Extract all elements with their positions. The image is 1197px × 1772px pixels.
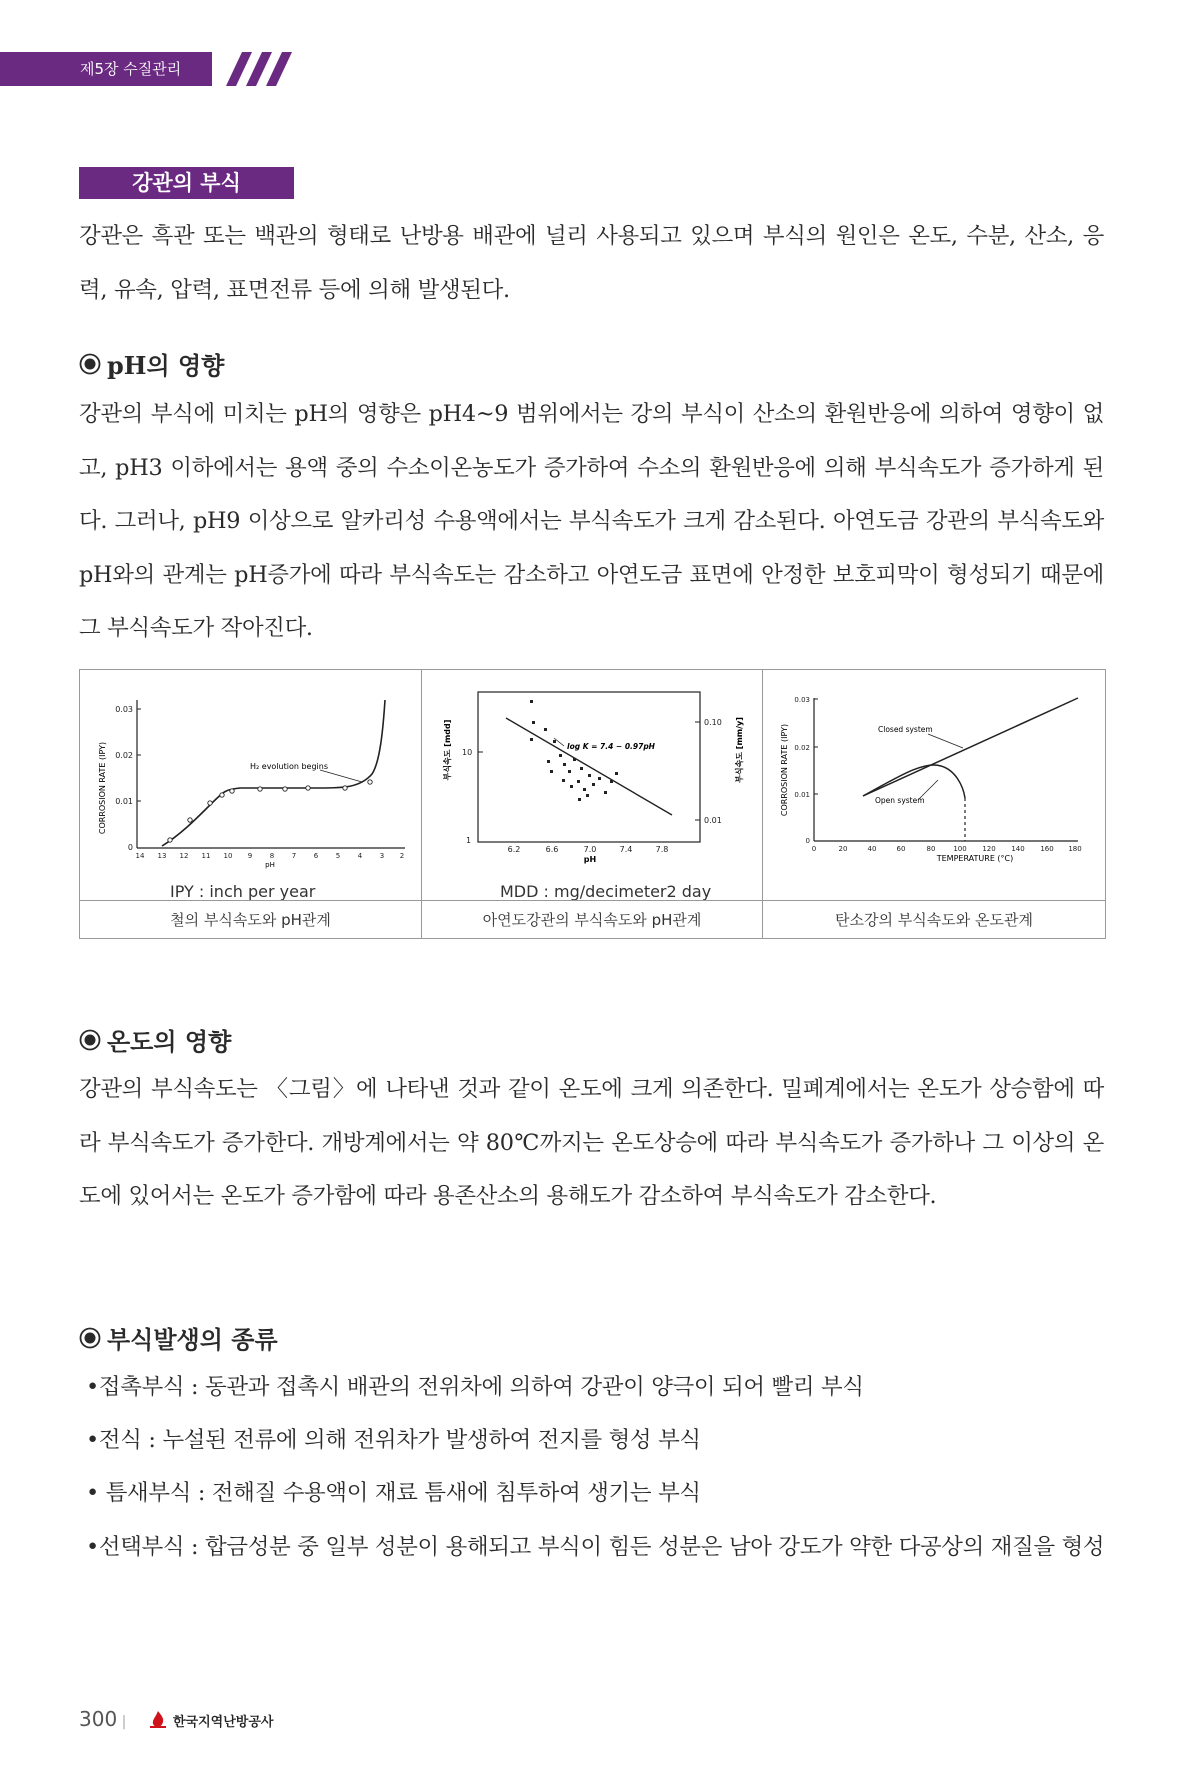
fig3-xtick: 60: [896, 845, 906, 853]
ph-heading: [79, 346, 224, 381]
fig2-unit-note: MDD : mg/decimeter2 day: [500, 882, 712, 901]
fig3-xlabel: TEMPERATURE (°C): [936, 854, 1014, 863]
fig1-xtick: 9: [247, 852, 253, 860]
fig2-ylabel-right: 부식속도 [mm/y]: [735, 717, 744, 783]
fig1-ytick: 0: [127, 843, 133, 852]
fig3-xtick: 0: [811, 845, 817, 853]
fig2-xtick: 7.8: [655, 845, 669, 854]
fig3-ytick: 0.01: [794, 791, 810, 799]
fig1-curve: [162, 700, 385, 846]
types-heading-text: 부식발생의 종류: [107, 1325, 278, 1354]
fig3-label-open: Open system: [875, 796, 925, 805]
circle-bullet-icon: [79, 353, 101, 375]
fig2-ytick-left: 1: [466, 836, 472, 845]
chapter-tab: [0, 52, 212, 86]
fig3-xtick: 180: [1068, 845, 1082, 853]
fig1-xtick: 11: [201, 852, 211, 860]
fig2-ytick-right: 0.10: [704, 718, 722, 727]
fig3-xtick: 80: [926, 845, 936, 853]
fig2-ylabel-left: 부식속도 [mdd]: [443, 719, 452, 781]
fig1-ytick: 0.01: [115, 797, 133, 806]
fig3-closed-curve: [863, 698, 1078, 796]
fig3-xtick: 160: [1040, 845, 1054, 853]
figure-galvanized-ph: [422, 670, 763, 900]
fig3-ytick: 0.02: [794, 744, 810, 752]
temp-heading-text: 온도의 영향: [107, 1027, 232, 1056]
circle-bullet-icon: [79, 1029, 101, 1051]
fig1-xtick: 3: [379, 852, 385, 860]
fig2-ytick-right: 0.01: [704, 816, 722, 825]
fig1-xtick: 10: [223, 852, 233, 860]
fig2-xtick: 7.4: [619, 845, 633, 854]
fig2-ytick-left: 10: [462, 748, 473, 757]
fig1-xtick: 2: [399, 852, 405, 860]
fig1-annotation: H₂ evolution begins: [250, 762, 329, 771]
fig1-xtick: 8: [269, 852, 275, 860]
figure-table: [79, 669, 1106, 939]
fig1-ylabel: CORROSION RATE (IPY): [98, 741, 107, 835]
section-title: 강관의 부식: [79, 167, 294, 199]
fig3-xtick: 100: [953, 845, 967, 853]
fig1-unit-note: IPY : inch per year: [170, 882, 316, 901]
fig1-xtick: 5: [335, 852, 341, 860]
fig3-xtick: 140: [1011, 845, 1025, 853]
ph-heading-text: pH의 영향: [107, 351, 225, 380]
list-item: •선택부식 : 합금성분 중 일부 성분이 용해되고 부식이 힘든 성분은 남아 강도가 약한 다공상의 재질을 형성: [86, 1534, 1105, 1560]
flame-logo-icon: [148, 1710, 168, 1730]
chart-galvanized-ph: [422, 670, 762, 900]
fig2-xtick: 6.2: [507, 845, 521, 854]
fig3-label-closed: Closed system: [878, 725, 933, 734]
figure-iron-ph: [80, 670, 422, 900]
footer-logo: [148, 1710, 273, 1730]
intro-paragraph: 강관은 흑관 또는 백관의 형태로 난방용 배관에 널리 사용되고 있으며 부식의 원인은 온도, 수분, 산소, 응력, 유속, 압력, 표면전류 등에 의해 발생된다.: [79, 223, 1104, 303]
fig3-xtick: 20: [838, 845, 848, 853]
fig3-ytick: 0.03: [794, 696, 810, 704]
figure-carbon-temp: [763, 670, 1105, 900]
list-item: •전식 : 누설된 전류에 의해 전위차가 발생하여 전지를 형성 부식: [86, 1427, 701, 1453]
fig1-caption: 철의 부식속도와 pH관계: [80, 900, 422, 939]
ph-paragraph: 강관의 부식에 미치는 pH의 영향은 pH4~9 범위에서는 강의 부식이 산소의 환원반응에 의하여 영향이 없고, pH3 이하에서는 용액 중의 수소이온농도가 증가하여 수소의 환원반응에 의해 부식속도가 증가하게 된다. 그러나, pH9 이상으로 알카리성 수용액에서는 부식속도가 크게 감소된다. 아연도금 강관의 부식속도와 pH와의 관계는 pH증가에 따라 부식속도는 감소하고 아연도금 표면에 안정한 보호피막이 형성되기 때문에 그 부식속도가 작아진다.: [79, 401, 1104, 641]
chart-carbon-temp: [763, 670, 1105, 900]
fig2-xtick: 7.0: [583, 845, 597, 854]
fig2-equation: log K = 7.4 − 0.97pH: [567, 742, 655, 751]
fig1-xtick: 13: [157, 852, 167, 860]
list-item: •접촉부식 : 동관과 접촉시 배관의 전위차에 의하여 강관이 양극이 되어 빨리 부식: [86, 1374, 864, 1400]
chart-iron-ph: [80, 670, 420, 900]
temp-paragraph: 강관의 부식속도는 〈그림〉에 나타낸 것과 같이 온도에 크게 의존한다. 밀폐계에서는 온도가 상승함에 따라 부식속도가 증가한다. 개방계에서는 약 80℃까지는 온도상승에 따라 부식속도가 증가하나 그 이상의 온도에 있어서는 온도가 증가함에 따라 용존산소의 용해도가 감소하여 부식속도가 감소한다.: [79, 1076, 1104, 1209]
list-item: • 틈새부식 : 전해질 수용액이 재료 틈새에 침투하여 생기는 부식: [86, 1480, 701, 1506]
fig1-ytick: 0.02: [115, 751, 133, 760]
fig2-regression-line: [506, 718, 672, 815]
fig2-xlabel: pH: [583, 855, 597, 864]
fig3-ylabel: CORROSION RATE (IPY): [780, 723, 789, 817]
fig1-xtick: 7: [291, 852, 297, 860]
page-number-text: 300: [79, 1707, 118, 1731]
fig1-xlabel: pH: [265, 861, 275, 869]
fig1-ytick: 0.03: [115, 705, 133, 714]
types-heading: [79, 1320, 278, 1355]
temp-heading: [79, 1022, 231, 1057]
fig2-xtick: 6.6: [545, 845, 559, 854]
page-number: 300 |: [79, 1707, 127, 1731]
fig3-xtick: 120: [982, 845, 996, 853]
fig2-caption: 아연도강관의 부식속도와 pH관계: [422, 900, 763, 939]
fig3-open-curve: [863, 765, 965, 798]
fig1-xtick: 12: [179, 852, 189, 860]
fig1-xtick: 14: [135, 852, 145, 860]
fig3-ytick: 0: [805, 837, 810, 845]
chapter-label: 제5장 수질관리: [80, 60, 182, 78]
fig3-xtick: 40: [867, 845, 877, 853]
fig3-caption: 탄소강의 부식속도와 온도관계: [763, 900, 1105, 939]
circle-bullet-icon: [79, 1327, 101, 1349]
fig1-xtick: 6: [313, 852, 319, 860]
org-name: 한국지역난방공사: [173, 1714, 274, 1730]
fig1-xtick: 4: [357, 852, 363, 860]
header-stripes: [212, 52, 302, 86]
